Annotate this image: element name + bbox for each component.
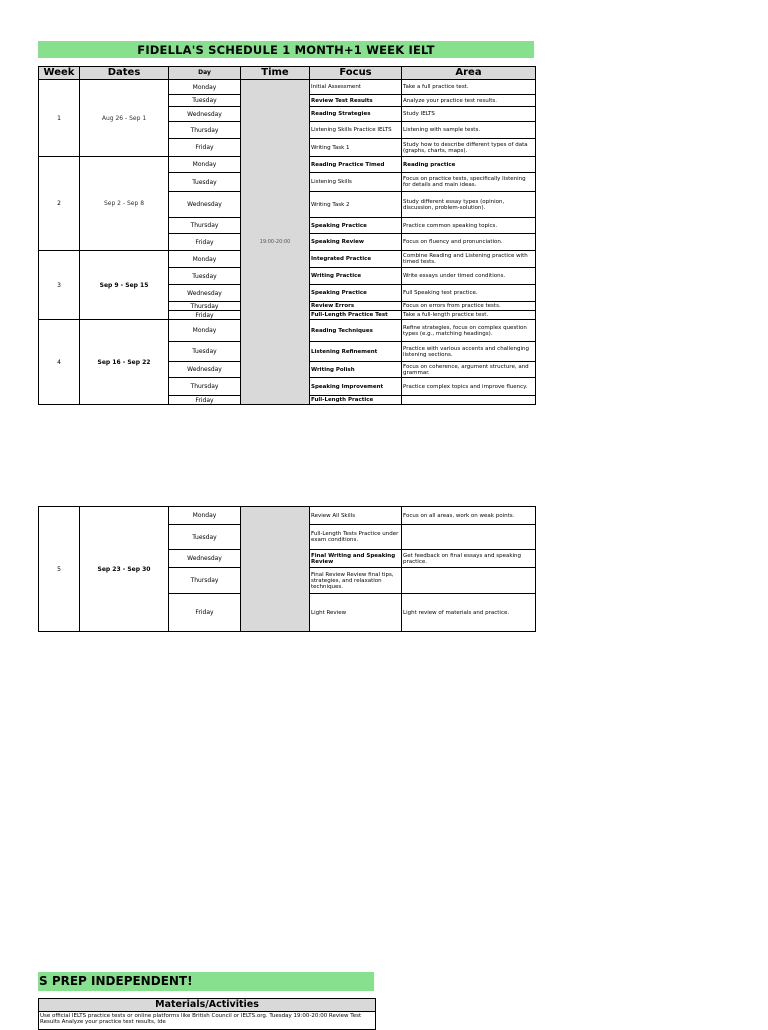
day-cell: Thursday: [169, 122, 241, 139]
table-row: [39, 507, 536, 525]
day-cell: Tuesday: [169, 95, 241, 107]
schedule-table: [38, 66, 536, 405]
dates-cell: Sep 16 - Sep 22: [80, 320, 169, 405]
day-cell: Monday: [169, 320, 241, 342]
focus-cell: Reading Practice Timed: [310, 157, 402, 173]
area-cell: Study different essay types (opinion, discussion, problem-solution).: [402, 192, 536, 218]
focus-cell: Review All Skills: [310, 507, 402, 525]
day-cell: Thursday: [169, 302, 241, 311]
dates-cell: Sep 23 - Sep 30: [80, 507, 169, 632]
area-cell: Focus on practice tests, specifically listening for details and main ideas.: [402, 173, 536, 192]
week-cell: 4: [39, 320, 80, 405]
focus-cell: Integrated Practice: [310, 251, 402, 268]
day-cell: Thursday: [169, 378, 241, 396]
area-cell: Light review of materials and practice.: [402, 594, 536, 632]
focus-cell: Final Review Review final tips, strategies, and relaxation techniques.: [310, 568, 402, 594]
focus-cell: Listening Skills: [310, 173, 402, 192]
day-cell: Wednesday: [169, 550, 241, 568]
prep-banner: [38, 972, 374, 991]
focus-cell: Review Test Results: [310, 95, 402, 107]
focus-cell: Listening Refinement: [310, 342, 402, 362]
area-cell: Take a full-length practice test.: [402, 311, 536, 320]
dates-cell: Sep 9 - Sep 15: [80, 251, 169, 320]
area-cell: Take a full practice test.: [402, 80, 536, 95]
focus-cell: Full-Length Practice: [310, 396, 402, 405]
header-row: [39, 67, 536, 80]
day-cell: Monday: [169, 251, 241, 268]
focus-cell: Speaking Practice: [310, 218, 402, 234]
area-cell: Combine Reading and Listening practice with timed tests.: [402, 251, 536, 268]
focus-cell: Writing Task 1: [310, 139, 402, 157]
week-cell: 5: [39, 507, 80, 632]
focus-cell: Writing Task 2: [310, 192, 402, 218]
area-cell: Focus on fluency and pronunciation.: [402, 234, 536, 251]
week-cell: 2: [39, 157, 80, 251]
area-cell: Practice complex topics and improve fluency.: [402, 378, 536, 396]
time-cell: 19:00-20:00: [241, 80, 310, 405]
schedule-table-week5: [38, 506, 536, 632]
area-cell: Listening with sample tests.: [402, 122, 536, 139]
day-cell: Wednesday: [169, 285, 241, 302]
materials-heading: Materials/Activities: [39, 999, 375, 1012]
header-dates: Dates: [80, 67, 169, 80]
table-row: [39, 80, 536, 95]
page-title: FIDELLA'S SCHEDULE 1 MONTH+1 WEEK IELT: [137, 43, 435, 57]
materials-box: [38, 998, 376, 1030]
day-cell: Thursday: [169, 568, 241, 594]
header-area: Area: [402, 67, 536, 80]
area-cell: Study how to describe different types of data (graphs, charts, maps).: [402, 139, 536, 157]
week-cell: 1: [39, 80, 80, 157]
day-cell: Friday: [169, 594, 241, 632]
focus-cell: Writing Polish: [310, 362, 402, 378]
day-cell: Wednesday: [169, 107, 241, 122]
area-cell: Analyze your practice test results.: [402, 95, 536, 107]
focus-cell: Full-Length Practice Test: [310, 311, 402, 320]
day-cell: Friday: [169, 396, 241, 405]
day-cell: Monday: [169, 507, 241, 525]
focus-cell: Review Errors: [310, 302, 402, 311]
dates-cell: Aug 26 - Sep 1: [80, 80, 169, 157]
area-cell: Reading practice: [402, 157, 536, 173]
area-cell: Study IELTS: [402, 107, 536, 122]
focus-cell: Writing Practice: [310, 268, 402, 285]
day-cell: Monday: [169, 157, 241, 173]
focus-cell: Speaking Practice: [310, 285, 402, 302]
materials-text: Use official IELTS practice tests or online platforms like British Council or IELTS.org. Tuesday 19:00-20:00 Review Test Results Analyze your practice test results, ide: [40, 1013, 362, 1025]
day-cell: Tuesday: [169, 342, 241, 362]
focus-cell: Full-Length Tests Practice under exam conditions.: [310, 525, 402, 550]
focus-cell: Light Review: [310, 594, 402, 632]
day-cell: Monday: [169, 80, 241, 95]
day-cell: Tuesday: [169, 173, 241, 192]
focus-cell: Listening Skills Practice IELTS: [310, 122, 402, 139]
area-cell: Focus on errors from practice tests.: [402, 302, 536, 311]
time-cell: [241, 507, 310, 632]
focus-cell: Reading Techniques: [310, 320, 402, 342]
area-cell: Practice common speaking topics.: [402, 218, 536, 234]
focus-cell: Speaking Improvement: [310, 378, 402, 396]
area-cell: Refine strategies, focus on complex question types (e.g., matching headings).: [402, 320, 536, 342]
area-cell: Focus on coherence, argument structure, and grammar.: [402, 362, 536, 378]
focus-cell: Initial Assessment: [310, 80, 402, 95]
day-cell: Thursday: [169, 218, 241, 234]
area-cell: Write essays under timed conditions.: [402, 268, 536, 285]
header-week: Week: [39, 67, 80, 80]
day-cell: Tuesday: [169, 268, 241, 285]
focus-cell: Speaking Review: [310, 234, 402, 251]
focus-cell: Final Writing and Speaking Review: [310, 550, 402, 568]
week-cell: 3: [39, 251, 80, 320]
dates-cell: Sep 2 - Sep 8: [80, 157, 169, 251]
prep-title: S PREP INDEPENDENT!: [39, 974, 193, 988]
area-cell: [402, 396, 536, 405]
header-time: Time: [241, 67, 310, 80]
focus-cell: Reading Strategies: [310, 107, 402, 122]
area-cell: Focus on all areas, work on weak points.: [402, 507, 536, 525]
title-bar: [38, 41, 534, 58]
area-cell: Full Speaking test practice.: [402, 285, 536, 302]
day-cell: Friday: [169, 234, 241, 251]
day-cell: Friday: [169, 139, 241, 157]
area-cell: Get feedback on final essays and speaking practice.: [402, 550, 536, 568]
header-day: Day: [169, 67, 241, 80]
day-cell: Wednesday: [169, 362, 241, 378]
day-cell: Friday: [169, 311, 241, 320]
header-focus: Focus: [310, 67, 402, 80]
area-cell: [402, 525, 536, 550]
area-cell: Practice with various accents and challenging listening sections.: [402, 342, 536, 362]
day-cell: Wednesday: [169, 192, 241, 218]
area-cell: [402, 568, 536, 594]
day-cell: Tuesday: [169, 525, 241, 550]
